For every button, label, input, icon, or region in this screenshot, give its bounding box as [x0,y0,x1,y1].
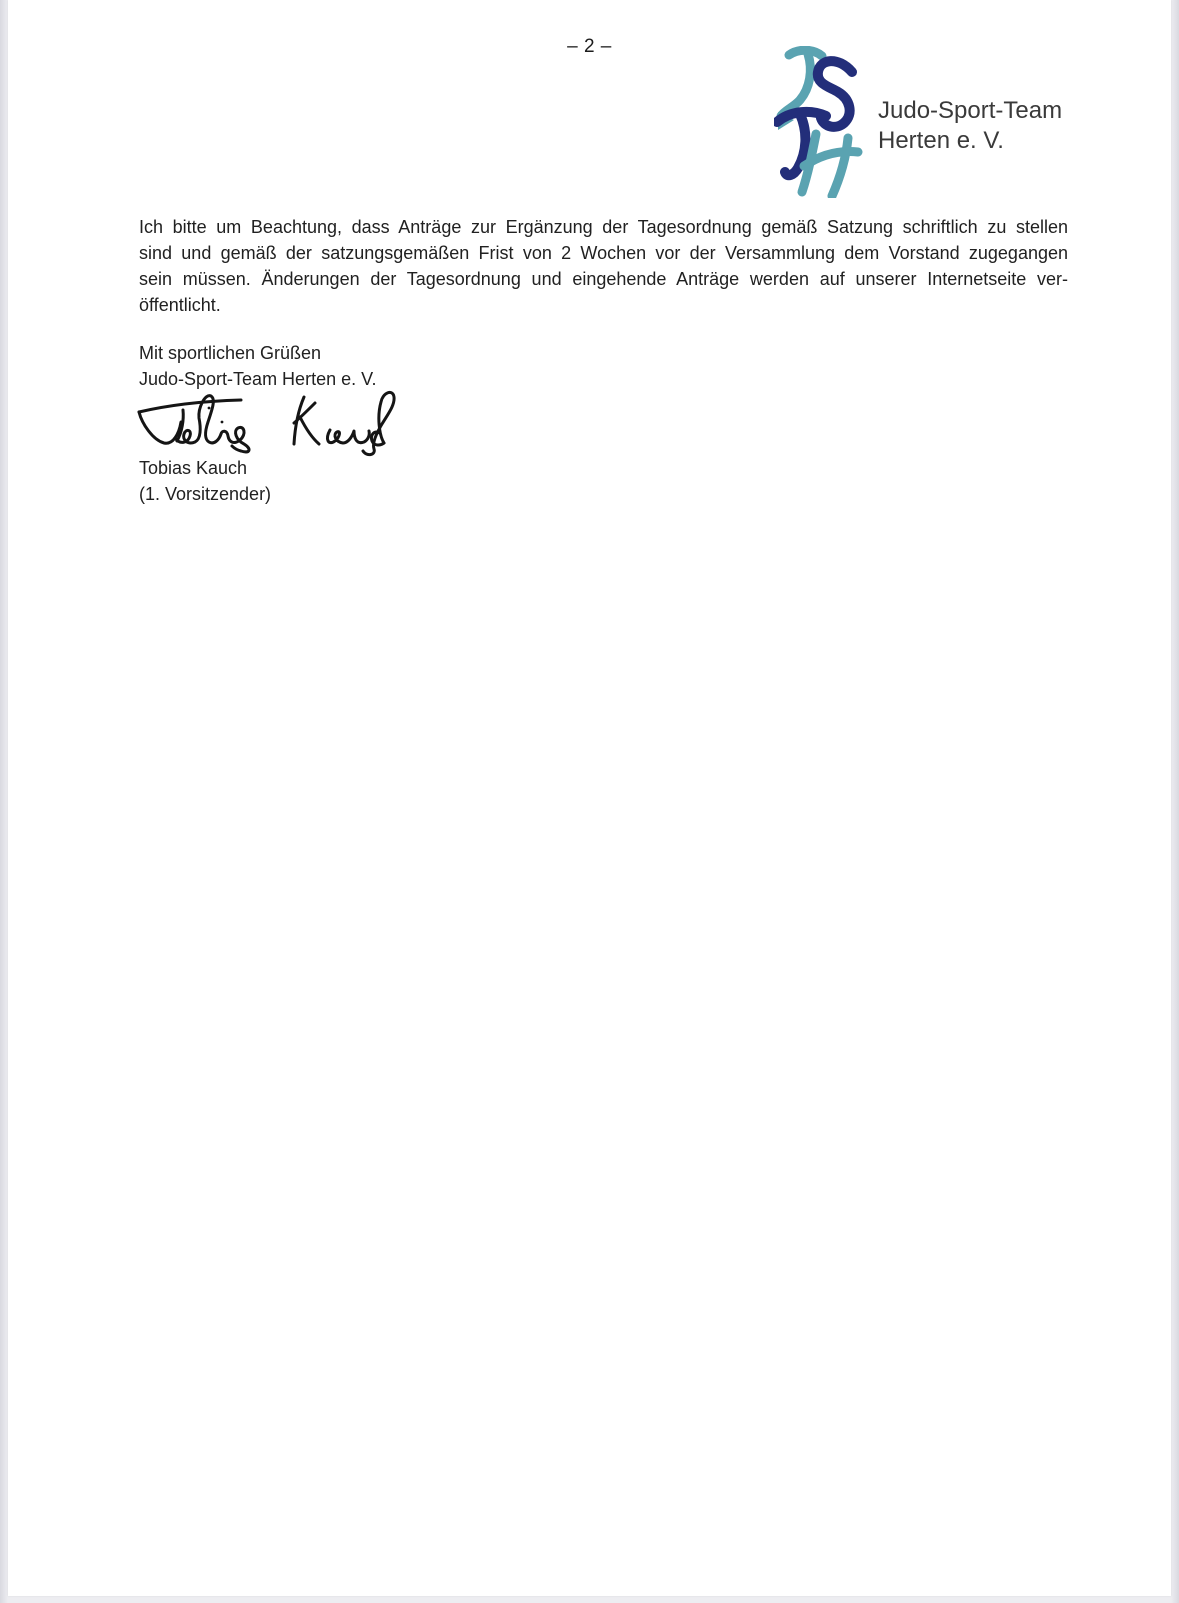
paragraph-line: Ich bitte um Beachtung, dass Anträge zur Ergänzung der Tagesordnung gemäß Satzung schriftlich zu stellen [139,217,1068,237]
paragraph-line: sein müssen. Änderungen der Tagesordnung und eingehende Anträge werden auf unserer Internetseite ver- [139,269,1068,289]
letter-paragraph [139,214,1068,318]
closing-salutation: Mit sportlichen Grüßen [139,343,322,363]
paragraph-line: sind und gemäß der satzungsgemäßen Frist von 2 Wochen vor der Versammlung dem Vorstand zugegangen [139,243,1068,263]
page-number: – 2 – [567,36,612,57]
org-name-line2: Herten e. V. [878,127,1004,154]
signatory-name: Tobias Kauch [139,458,248,478]
org-name [878,96,1062,156]
letter-page-2 [8,0,1171,1596]
org-name-line1: Judo-Sport-Team [878,97,1063,124]
club-logo-block [774,46,1062,198]
club-logo-icon [774,46,864,198]
closing-organization: Judo-Sport-Team Herten e. V. [139,369,377,389]
paragraph-line: öffentlicht. [139,295,221,315]
closing-block [139,340,376,392]
signature-image [137,388,399,458]
signatory-role: (1. Vorsitzender) [139,484,272,504]
signatory-block [139,455,271,507]
